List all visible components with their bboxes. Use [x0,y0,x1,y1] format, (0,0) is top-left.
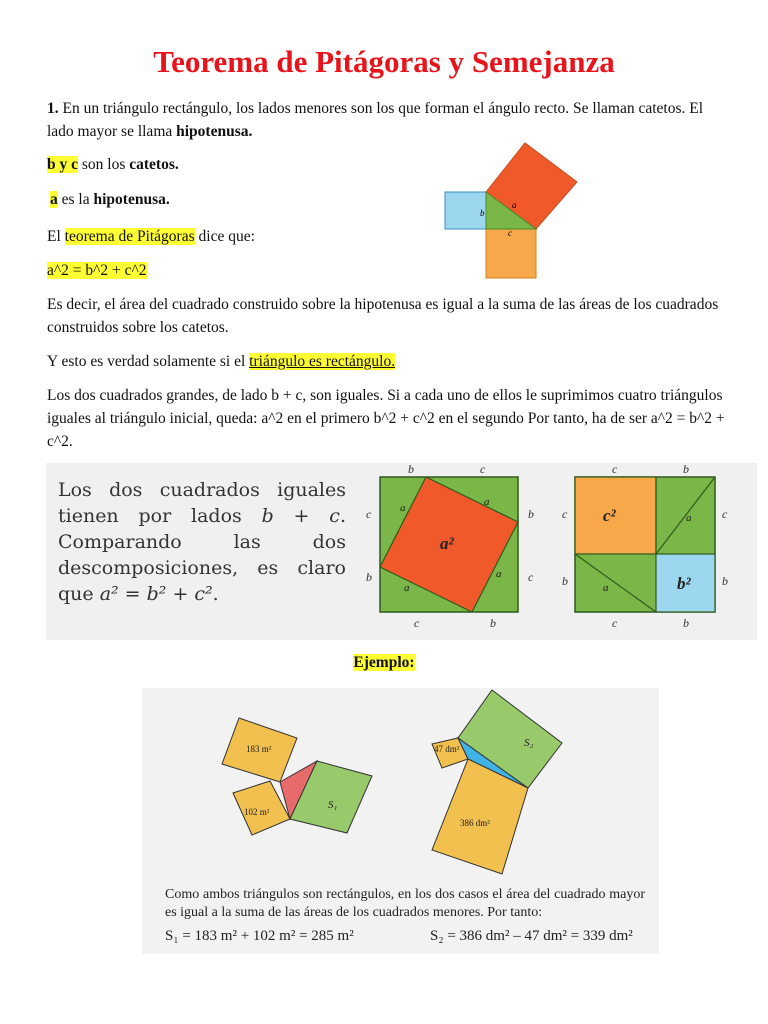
formula: a^2 = b^2 + c^2 [47,262,147,279]
page-title: Teorema de Pitágoras y Semejanza [153,44,615,79]
tri-a-3: a [496,568,502,580]
bottom-b-right: b [683,616,689,630]
label-47: 47 dm² [434,744,460,754]
intro-paragraph [47,97,727,143]
tri-a-1: a [400,502,406,514]
proof-box-text-a: Los dos cuadrados iguales tienen por lados [58,479,346,527]
top-b-left: b [408,463,414,476]
label-s2: S₂ [524,737,534,749]
side-b-right: b [528,507,534,521]
explain-paragraph: Es decir, el área del cuadrado construido sobre la hipotenusa es igual a la suma de las áreas de los cuadrados construidos sobre los catetos. [47,296,719,336]
label-a2: a² [440,534,454,553]
label-b2: b² [677,574,691,593]
side-b-r-left: b [562,574,568,588]
proof-box-var: b + c [261,505,340,527]
label-c: c [508,228,512,238]
label-183: 183 m² [246,744,272,754]
label-c2: c² [603,506,616,525]
tri-a-2: a [484,496,490,508]
label-386: 386 dm² [460,818,490,828]
pythagoras-diagram [440,140,590,280]
hyp-highlight: a [50,191,58,208]
intro-bold: hipotenusa. [176,123,253,140]
example-heading-wrap [0,654,768,672]
section-number: 1. [47,100,59,117]
label-s1: S₁ [328,799,338,811]
proof-box-text [58,477,346,607]
example-heading: Ejemplo: [353,654,415,671]
example-diagram [142,688,659,888]
formula-line [47,259,727,282]
condition-line [47,350,727,373]
legs-text: son los [78,156,130,173]
legs-bold: catetos. [129,156,179,173]
tri-a-4: a [404,582,410,594]
hyp-bold: hipotenusa. [93,191,170,208]
proof-box-text-end: . [212,583,219,605]
proof-box-eq: a² = b² + c² [99,583,213,605]
bottom-c-left: c [414,616,420,630]
side-b-left: b [366,570,372,584]
proof-paragraph: Los dos cuadrados grandes, de lado b + c, son iguales. Si a cada uno de ellos le suprimimos cuatro triángulos iguales al triángulo inicial, queda: a^2 en el primero b^2 + c^2 en el segundo Por tanto, ha de ser a^2 = b^2 + c^2. [47,387,725,450]
theorem-highlight: teorema de Pitágoras [64,228,195,245]
side-b-r-right: b [722,574,728,588]
tri-a-5: a [686,512,692,524]
side-c-right: c [528,570,534,584]
equation-s2: S₂ = 386 dm² – 47 dm² = 339 dm² [430,928,633,944]
proof-box-text-b: . Comparando las dos descomposiciones, es claro que [58,505,346,605]
label-b: b [480,208,485,218]
label-a: a [512,200,517,210]
intro-text: En un triángulo rectángulo, los lados menores son los que forman el ángulo recto. Se llaman catetos. El lado mayor se llama [47,100,704,140]
condition-highlight: triángulo es rectángulo. [249,353,396,370]
theorem-text-a: El [47,228,65,245]
decomposition-diagram [360,463,750,633]
hyp-text: es la [57,191,94,208]
bottom-b-left: b [490,616,496,630]
tri-a-6: a [603,582,609,594]
top-c-left: c [480,463,486,476]
side-c-r-left: c [562,507,568,521]
side-c-r-right: c [722,507,728,521]
bottom-c-right: c [612,616,618,630]
example-caption: Como ambos triángulos son rectángulos, en los dos casos el área del cuadrado mayor es igual a la suma de las áreas de los cuadrados menores. Por tanto: [165,887,645,920]
legs-line [47,153,727,176]
equation-s1: S₁ = 183 m² + 102 m² = 285 m² [165,928,354,944]
top-c-right: c [612,463,618,476]
legs-highlight: b y c [47,156,78,173]
side-c-left: c [366,507,372,521]
theorem-text-b: dice que: [194,228,255,245]
top-b-right: b [683,463,689,476]
label-102: 102 m² [244,807,270,817]
theorem-line [47,225,727,248]
hyp-line [50,188,730,211]
condition-text: Y esto es verdad solamente si el [47,353,250,370]
